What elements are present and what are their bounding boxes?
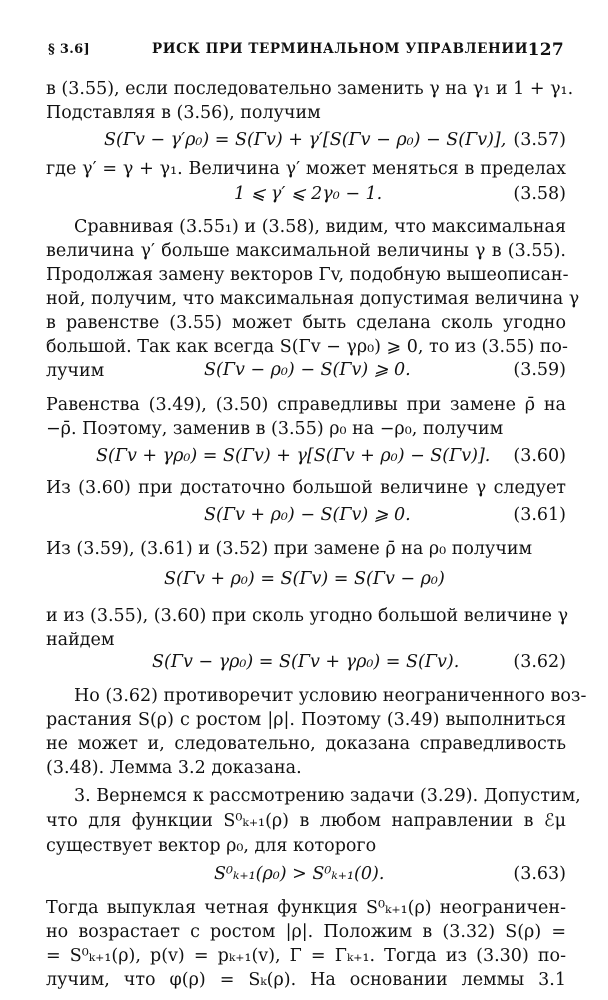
text-line: 3. Вернемся к рассмотрению задачи (3.29). Допустим, — [74, 786, 581, 806]
equation-3-61: S(Γv + ρ₀) − S(Γv) ⩾ 0. — [204, 505, 411, 525]
text-line: в (3.55), если последовательно заменить γ на γ₁ и 1 + γ₁. — [46, 79, 574, 99]
equation-3-58: 1 ⩽ γ′ ⩽ 2γ₀ − 1. — [234, 184, 383, 204]
running-header — [48, 40, 564, 64]
text-line: Тогда выпуклая четная функция S⁰ₖ₊₁(ρ) неограничен- — [46, 898, 566, 918]
text-line: растания S(ρ) с ростом |ρ|. Поэтому (3.49) выполниться — [46, 710, 566, 730]
text-line: существует вектор ρ₀, для которого — [46, 836, 377, 856]
equation-number: (3.59) — [513, 360, 566, 380]
text-line: −ρ̄. Поэтому, заменив в (3.55) ρ₀ на −ρ₀, получим — [46, 419, 504, 439]
equation-number: (3.60) — [513, 446, 566, 466]
text-line: величина γ′ больше максимальной величины γ в (3.55). — [46, 241, 566, 261]
text-line: и из (3.55), (3.60) при сколь угодно большой величине γ — [46, 606, 569, 626]
equation-number: (3.61) — [513, 505, 566, 525]
equation-3-59: S(Γv − ρ₀) − S(Γv) ⩾ 0. — [204, 360, 411, 380]
page-number: 127 — [527, 40, 564, 60]
chapter-title: РИСК ПРИ ТЕРМИНАЛЬНОМ УПРАВЛЕНИИ — [152, 41, 529, 57]
text-line: лучим, что φ(ρ) = Sₖ(ρ). На основании леммы 3.1 — [46, 970, 566, 990]
text-line: Но (3.62) противоречит условию неограниченного воз- — [74, 686, 587, 706]
text-line: большой. Так как всегда S(Γv − γρ₀) ⩾ 0, то из (3.55) по- — [46, 337, 568, 357]
text-line: лучим — [46, 361, 105, 381]
equation-number: (3.58) — [513, 184, 566, 204]
text-line: где γ′ = γ + γ₁. Величина γ′ может меняться в пределах — [46, 159, 566, 179]
equation-number: (3.63) — [513, 864, 566, 884]
section-reference: § 3.6] — [48, 42, 90, 57]
equation-3-62: S(Γv − γρ₀) = S(Γv + γρ₀) = S(Γv). — [152, 652, 460, 672]
text-line: Продолжая замену векторов Γv, подобную вышеописан- — [46, 265, 569, 285]
equation-3-63: S⁰ₖ₊₁(ρ₀) > S⁰ₖ₊₁(0). — [214, 864, 385, 884]
text-line: = S⁰ₖ₊₁(ρ), p(v) = pₖ₊₁(v), Γ = Γₖ₊₁. Тогда из (3.30) по- — [46, 946, 566, 966]
text-line: Подставляя в (3.56), получим — [46, 103, 321, 123]
equation-number: (3.57) — [513, 130, 566, 150]
equation-3-57: S(Γv − γ′ρ₀) = S(Γv) + γ′[S(Γv − ρ₀) − S(Γv)], — [104, 130, 507, 150]
text-line: не может и, следовательно, доказана справедливость — [46, 734, 566, 754]
equation-3-60: S(Γv + γρ₀) = S(Γv) + γ[S(Γv + ρ₀) − S(Γv)]. — [96, 446, 491, 466]
text-line: Сравнивая (3.55₁) и (3.58), видим, что максимальная — [74, 217, 566, 237]
text-line: но возрастает с ростом |ρ|. Положим в (3.32) S(ρ) = — [46, 922, 566, 942]
text-line: в равенстве (3.55) может быть сделана сколь угодно — [46, 313, 566, 333]
equation-3-62a: S(Γv + ρ₀) = S(Γv) = S(Γv − ρ₀) — [164, 569, 445, 589]
text-line: найдем — [46, 630, 115, 650]
text-line: Из (3.60) при достаточно большой величине γ следует — [46, 478, 566, 498]
text-line: ной, получим, что максимальная допустимая величина γ — [46, 289, 580, 309]
text-line: (3.48). Лемма 3.2 доказана. — [46, 758, 302, 778]
text-line: Равенства (3.49), (3.50) справедливы при замене ρ̄ на — [46, 395, 566, 415]
text-line: Из (3.59), (3.61) и (3.52) при замене ρ̄ на ρ₀ получим — [46, 539, 533, 559]
text-line: что для функции S⁰ₖ₊₁(ρ) в любом направлении в ℰμ — [46, 811, 566, 831]
equation-number: (3.62) — [513, 652, 566, 672]
